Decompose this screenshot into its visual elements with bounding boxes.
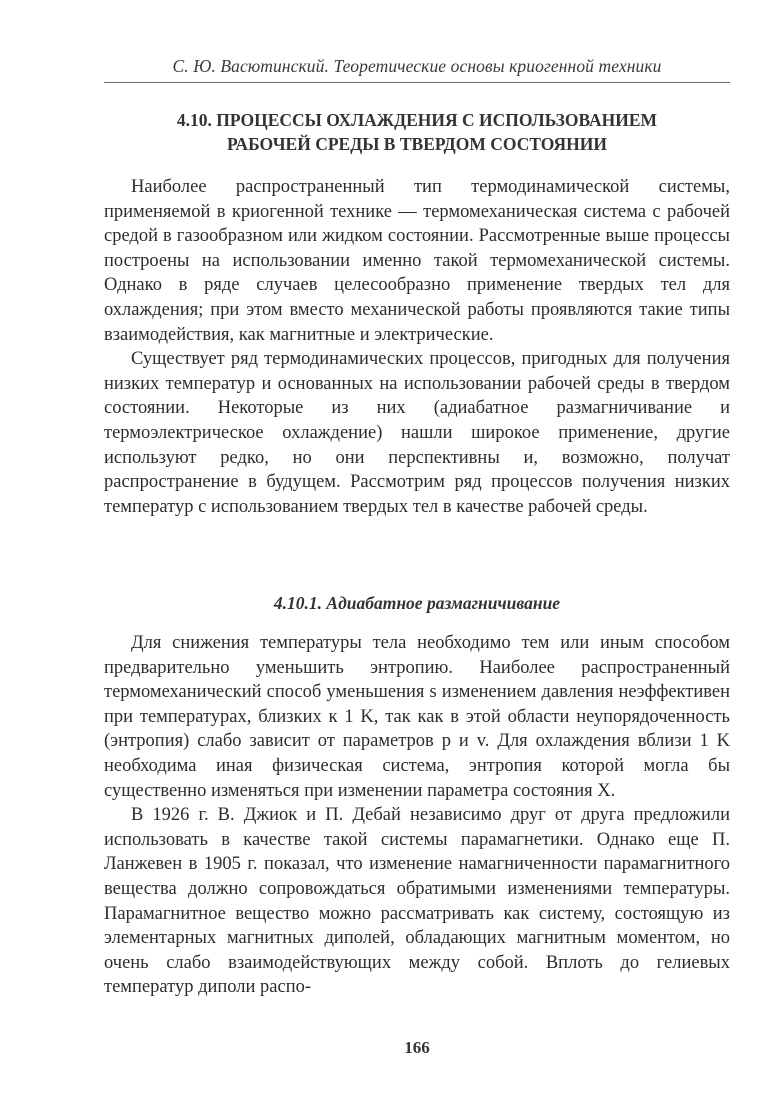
page-number: 166	[404, 1038, 430, 1057]
paragraph: Существует ряд термодинамических процессов, пригодных для получения низких температур и основанных на использовании рабочей среды в твердом состоянии. Некоторые из них (адиабатное размагничивание и термоэлектрическое охлаждение) нашли широкое применение, другие используют редко, но они перспективны и, возможно, получат распространение в будущем. Рассмотрим ряд процессов получения низких температур с использованием твердых тел в качестве рабочей среды.	[104, 349, 730, 517]
header-rule	[104, 82, 730, 83]
paragraph: Для снижения температуры тела необходимо тем или иным способом предварительно уменьшить энтропию. Наиболее распространенный термомеханический способ уменьшения s изменением давления неэффективен при температурах, близких к 1 K, так как в этой области неупорядоченность (энтропия) слабо зависит от параметров p и v. Для охлаждения вблизи 1 K необходима иная физическая система, энтропия которой могла бы существенно изменяться при изменении параметра состояния X.	[104, 633, 730, 801]
section-title-line-2: РАБОЧЕЙ СРЕДЫ В ТВЕРДОМ СОСТОЯНИИ	[226, 134, 607, 154]
paragraph: Наиболее распространенный тип термодинамической системы, применяемой в криогенной технике — термомеханическая система с рабочей средой в газообразном или жидком состоянии. Рассмотренные выше процессы построены на использовании именно такой термомеханической системы. Однако в ряде случаев целесообразно применение твердых тел для охлаждения; при этом вместо механической работы проявляются такие типы взаимодействия, как магнитные и электрические.	[104, 177, 730, 345]
subsection-title: 4.10.1. Адиабатное размагничивание	[273, 593, 561, 613]
running-header: С. Ю. Васютинский. Теоретические основы криогенной техники	[172, 56, 662, 76]
section-title-line-1: 4.10. ПРОЦЕССЫ ОХЛАЖДЕНИЯ С ИСПОЛЬЗОВАНИЕМ	[176, 110, 658, 130]
paragraph: В 1926 г. В. Джиок и П. Дебай независимо друг от друга предложили использовать в качестве такой системы парамагнетики. Однако еще П. Ланжевен в 1905 г. показал, что изменение намагниченности парамагнитного вещества должно сопровождаться обратимыми изменениями температуры. Парамагнитное вещество можно рассматривать как систему, состоящую из элементарных магнитных диполей, обладающих магнитным моментом, но очень слабо взаимодействующих между собой. Вплоть до гелиевых температур диполи распо-	[104, 805, 730, 998]
intro-text	[104, 175, 730, 519]
subsection-text	[104, 631, 730, 1000]
section-title	[104, 108, 730, 156]
